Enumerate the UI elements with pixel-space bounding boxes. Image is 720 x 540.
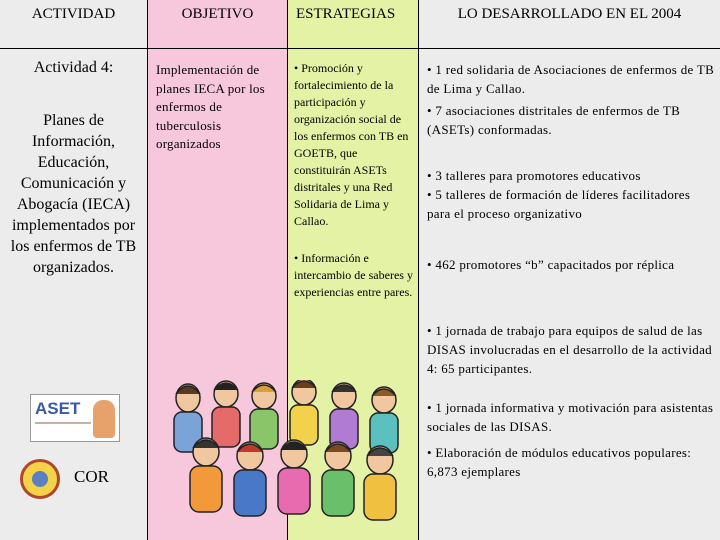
header-estrategias: ESTRATEGIAS	[288, 0, 418, 49]
crowd-meeting-illustration	[168, 380, 408, 528]
objective-text: Implementación de planes IECA por los enfermos de tuberculosis organizados	[156, 62, 265, 151]
strategy-item: • Promoción y fortalecimiento de la participación y organización social de los enfermos con TB en GOETB, que constituirán ASETs distritales y una Red Solidaria de Lima y Callao.	[294, 61, 409, 228]
result-item: • 1 jornada informativa y motivación para asistentas sociales de las DISAS.	[427, 400, 714, 435]
column-actividad	[0, 0, 147, 540]
header-objetivo: OBJETIVO	[148, 0, 287, 49]
result-item: • Elaboración de módulos educativos populares: 6,873 ejemplares	[427, 445, 692, 480]
organization-seal-logo	[20, 459, 60, 499]
header-actividad: ACTIVIDAD	[0, 0, 147, 49]
result-item: • 1 jornada de trabajo para equipos de salud de las DISAS involucradas en el desarrollo de la actividad 4: 65 participantes.	[427, 323, 712, 377]
result-item: • 1 red solidaria de Asociaciones de enfermos de TB de Lima y Callao.	[427, 62, 715, 97]
column-desarrollado	[419, 0, 720, 540]
aset-figure-icon	[93, 400, 115, 438]
result-item: • 7 asociaciones distritales de enfermos de TB (ASETs) conformadas.	[427, 103, 681, 138]
result-item: • 462 promotores “b” capacitados por réplica	[427, 257, 675, 272]
aset-logo-text: ASET	[35, 399, 81, 418]
strategy-item: • Información e intercambio de saberes y experiencias entre pares.	[294, 251, 413, 299]
cor-label: COR	[74, 467, 109, 486]
result-item: • 3 talleres para promotores educativos	[427, 168, 641, 183]
header-desarrollado: LO DESARROLLADO EN EL 2004	[419, 0, 720, 49]
activity-description: Planes de Información, Educación, Comunicación y Abogacía (IECA) implementados por los enfermos de TB organizados.	[10, 112, 137, 276]
result-item: • 5 talleres de formación de líderes facilitadores para el proceso organizativo	[427, 187, 691, 222]
activity-title: Actividad 4:	[33, 59, 114, 76]
aset-logo	[30, 394, 120, 442]
